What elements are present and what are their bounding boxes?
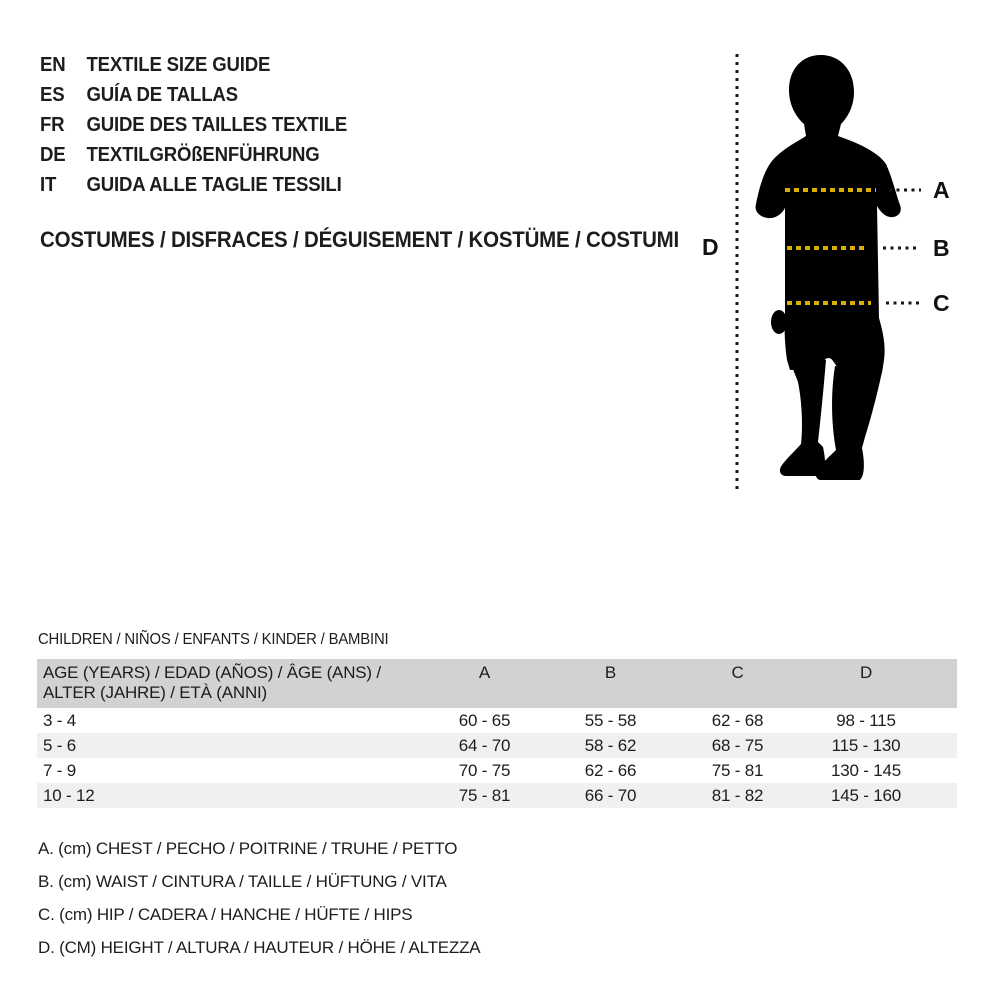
column-header-d: D (859, 663, 873, 682)
value-cell-b: 58 - 62 (584, 735, 637, 755)
legend-line-hip: C. (cm) HIP / CADERA / HANCHE / HÜFTE / HIPS (38, 905, 413, 924)
value-cell-b: 66 - 70 (584, 785, 637, 805)
value-cell-c: 81 - 82 (711, 785, 764, 805)
age-header-line2: ALTER (JAHRE) / ETÀ (ANNI) (43, 683, 268, 702)
column-header-c: C (731, 663, 744, 682)
measurement-legend (38, 832, 480, 964)
value-cell-a: 60 - 65 (458, 710, 511, 730)
measurement-figure (690, 30, 1000, 510)
value-cell-b: 55 - 58 (584, 710, 637, 730)
language-row-fr (40, 110, 347, 140)
chest-label-a: A (933, 177, 950, 203)
table-row (37, 783, 957, 808)
age-cell: 10 - 12 (43, 785, 95, 805)
table-section-title: CHILDREN / NIÑOS / ENFANTS / KINDER / BAMBINI (38, 631, 389, 648)
value-cell-b: 62 - 66 (584, 760, 637, 780)
age-column-header (37, 663, 422, 703)
child-silhouette-figure (690, 30, 1000, 510)
value-cell-c: 62 - 68 (711, 710, 764, 730)
child-hand (771, 310, 787, 334)
language-code: ES (40, 83, 65, 106)
language-row-it (40, 170, 347, 200)
age-cell: 5 - 6 (43, 735, 77, 755)
legend-line-waist: B. (cm) WAIST / CINTURA / TAILLE / HÜFTUNG / VITA (38, 872, 447, 891)
value-cell-d: 98 - 115 (836, 710, 896, 730)
age-header-line1: AGE (YEARS) / EDAD (AÑOS) / ÂGE (ANS) / (43, 663, 381, 682)
table-header-row (37, 659, 957, 708)
column-header-b: B (604, 663, 617, 682)
table-body (37, 708, 957, 808)
height-label-d: D (702, 234, 719, 260)
legend-line-height: D. (CM) HEIGHT / ALTURA / HAUTEUR / HÖHE / ALTEZZA (38, 938, 481, 957)
language-code: FR (40, 113, 65, 136)
language-row-es (40, 80, 347, 110)
value-cell-d: 145 - 160 (830, 785, 902, 805)
child-silhouette (756, 55, 901, 480)
value-cell-c: 75 - 81 (711, 760, 764, 780)
language-code: EN (40, 53, 66, 76)
value-cell-a: 75 - 81 (458, 785, 511, 805)
guide-title: TEXTILGRÖßENFÜHRUNG (86, 143, 320, 166)
language-title-list (40, 50, 370, 200)
age-cell: 7 - 9 (43, 760, 77, 780)
table-row (37, 708, 957, 733)
waist-label-b: B (933, 235, 950, 261)
guide-title: GUIDA ALLE TAGLIE TESSILI (86, 173, 342, 196)
column-header-a: A (478, 663, 491, 682)
language-code: DE (40, 143, 66, 166)
age-cell: 3 - 4 (43, 710, 77, 730)
guide-title: TEXTILE SIZE GUIDE (86, 53, 271, 76)
language-code: IT (40, 173, 57, 196)
value-cell-c: 68 - 75 (711, 735, 764, 755)
language-row-de (40, 140, 347, 170)
category-title: COSTUMES / DISFRACES / DÉGUISEMENT / KOSTÜME / COSTUMI (40, 227, 680, 252)
hip-label-c: C (933, 290, 950, 316)
guide-title: GUIDE DES TAILLES TEXTILE (86, 113, 348, 136)
language-row-en (40, 50, 347, 80)
children-size-table (37, 659, 957, 808)
value-cell-d: 115 - 130 (831, 735, 901, 755)
table-row (37, 733, 957, 758)
legend-line-chest: A. (cm) CHEST / PECHO / POITRINE / TRUHE / PETTO (38, 839, 458, 858)
guide-title: GUÍA DE TALLAS (86, 83, 238, 106)
value-cell-a: 64 - 70 (458, 735, 511, 755)
value-cell-d: 130 - 145 (830, 760, 902, 780)
table-row (37, 758, 957, 783)
value-cell-a: 70 - 75 (458, 760, 511, 780)
